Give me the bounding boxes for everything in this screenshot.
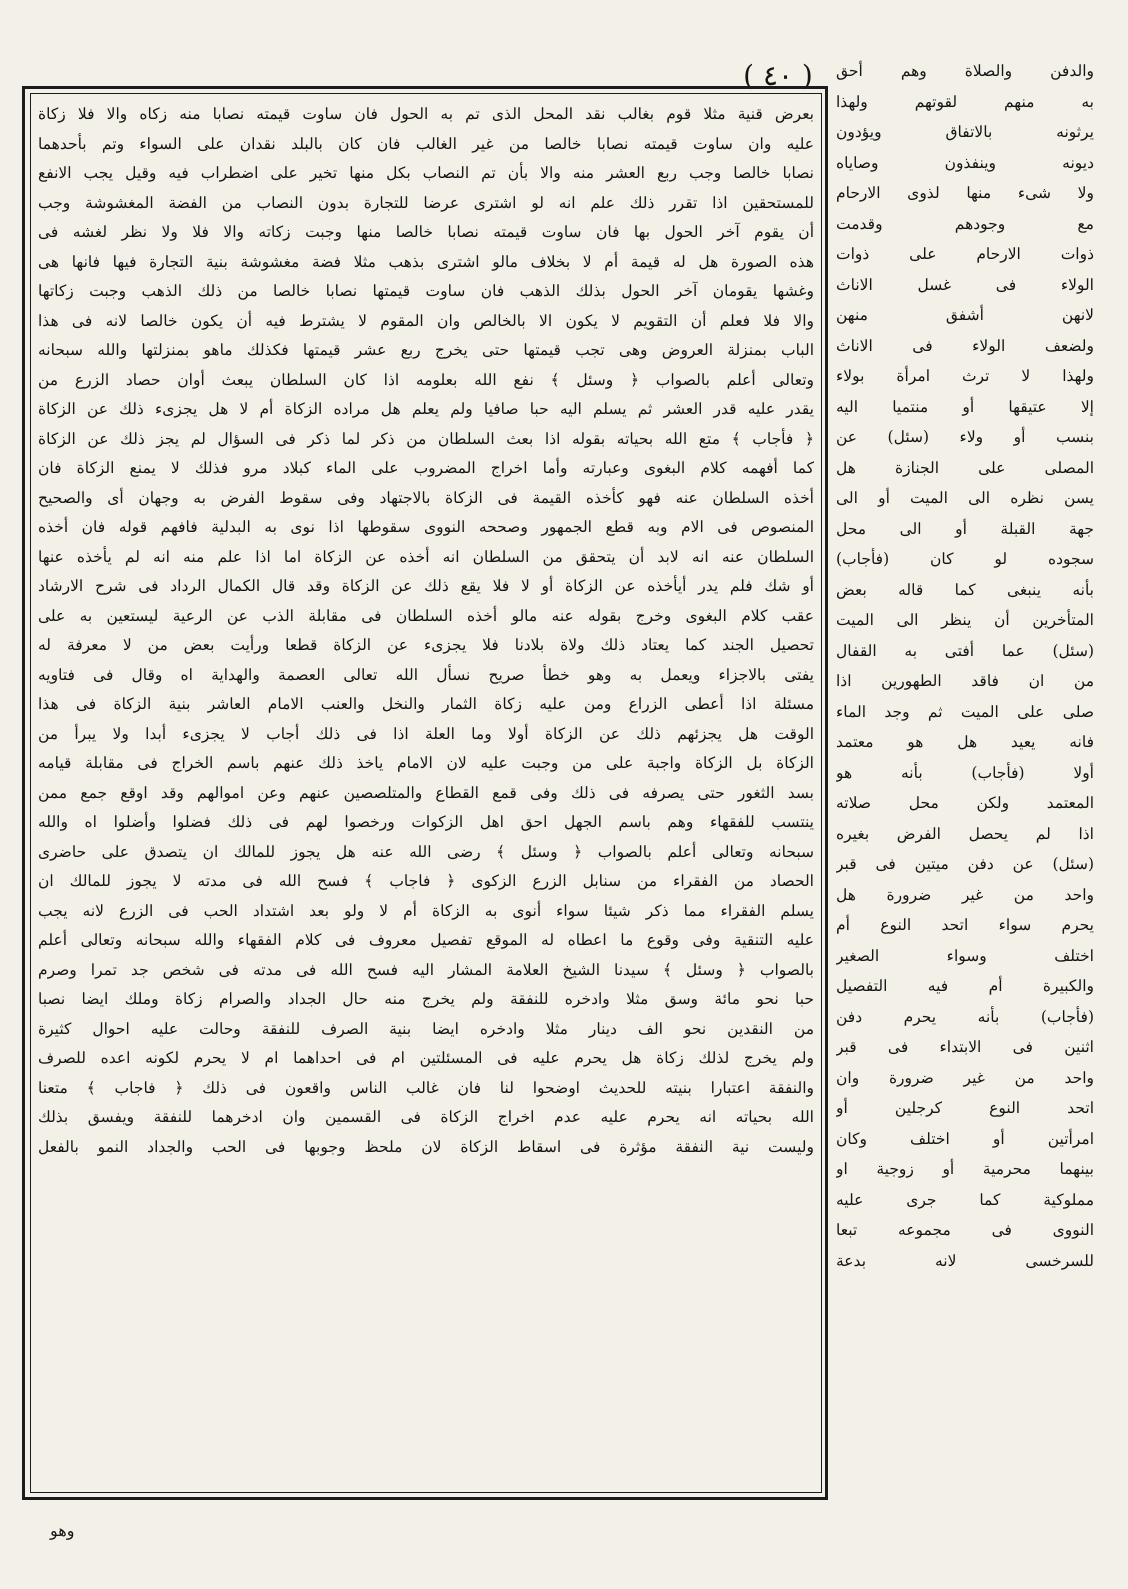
margin-line: المعتمد ولكن محل صلاته xyxy=(836,794,1094,812)
margin-line: والدفن والصلاة وهم أحق xyxy=(836,62,1094,80)
margin-line: ولضعف الولاء فى الاناث xyxy=(836,336,1094,355)
margin-line: بينهما محرمية أو زوجية او xyxy=(836,1160,1094,1178)
main-line: نصابا خالصا وجب ربع العشر منه والا بأن تم النصاب بكل منها تخير على اضطراب فيه وقيل يجب الانفع xyxy=(38,164,814,182)
margin-line: يرثونه بالاتفاق ويؤدون xyxy=(836,123,1094,141)
main-line: وليست نية النفقة مؤثرة فى اسقاط الزكاة لان ملحظ وجوبها فى الحب والجداد النمو بالفعل xyxy=(38,1137,814,1156)
main-line: عليه وان ساوت قيمته نصابا خالصا من غير الغالب فان كان بالبلد نقدان على السواء وتم بأحدهما xyxy=(38,134,814,153)
main-line: مسئلة اذا أعطى الزراع ومن عليه زكاة الثمار والنخل والعنب الامام العاشر بنية الزكاة فى هذا xyxy=(38,695,814,713)
main-line: حبا نحو مائة وسق مثلا وادخره للنفقة ولم يخرج منه حال الجداد والصرام زكاة وملك ايضا نصبا xyxy=(38,990,814,1008)
margin-line: إلا عتيقها أو منتميا اليه xyxy=(836,397,1094,416)
main-line: أخذه السلطان عنه فهو كأخذه القيمة فى الزكاة بالاجتهاد وفى سقوط الفرض به وجهان أى والصحيح xyxy=(38,488,814,507)
main-line: تحصيل الجند كما يعتاد ذلك ولاة بلادنا فلا يجزىء عن الزكاة قطعا ورأيت بعض من لا معرفة له xyxy=(38,636,814,654)
main-line: والا فلا فعلم أن التقويم لا يكون الا بالخالص وان المقوم لا يشترط فيه أن يكون خالصا لانه فى هذا xyxy=(38,311,814,330)
main-line: ﴿ فأجاب ﴾ متع الله بحياته بقوله اذا بعث السلطان من ذكر لما ذكر فى السؤال لم يجز ذلك عن الزكاة xyxy=(38,429,814,448)
margin-line: (سئل) عن دفن ميتين فى قبر xyxy=(836,855,1094,873)
main-line: وتعالى أعلم بالصواب ﴿ وسئل ﴾ نفع الله بعلومه اذا كان السلطان يبعث أوان حصاد الزرع من xyxy=(38,370,814,389)
margin-line: يحرم سواء اتحد النوع أم xyxy=(836,916,1094,934)
main-line: ينتسب للفقهاء وهم باسم الجهل احق اهل الزكوات ورخصوا لهم فى ذلك فضلوا وأضلوا اه والله xyxy=(38,813,814,831)
main-line: عليه التنقية وفى وقوع ما اعطاه له الموقع تفصيل معروف فى كلام الفقهاء والله سبحانه وتعالى أعلم xyxy=(38,931,814,949)
margin-line: من ان فاقد الطهورين اذا xyxy=(836,672,1094,690)
margin-line: فانه يعيد هل هو معتمد xyxy=(836,733,1094,751)
main-line: يقدر عليه قدر العشر ثم يسلم اليه حبا صافيا ولم يعلم هل مراده الزكاة أم لا هل يجزىء ذلك عن الزكاة xyxy=(38,400,814,418)
margin-line: به منهم لقوتهم ولهذا xyxy=(836,92,1094,111)
margin-line: النووى فى مجموعه تبعا xyxy=(836,1221,1094,1239)
main-line: بعرض قنية مثلا قوم بغالب نقد المحل الذى تم به الحول فان ساوت قيمته نصابا منه زكاه والا فلا زكاة xyxy=(38,105,814,123)
main-line: بالصواب ﴿ وسئل ﴾ سيدنا الشيخ العلامة المشار اليه فسح الله فى مدته فى شخص جد تمرا وصرم xyxy=(38,960,814,979)
margin-line: امرأتين أو اختلف وكان xyxy=(836,1129,1094,1148)
margin-line: اذا لم يحصل الفرض بغيره xyxy=(836,824,1094,843)
main-line: يسلم الفقراء مما ذكر شيئا سواء أنوى به الزكاة أم لا ولو بعد اشتداد الحب فى الزرع لانه يجب xyxy=(38,901,814,920)
margin-line: (فأجاب) بأنه يحرم دفن xyxy=(836,1007,1094,1026)
margin-line: بأنه ينبغى كما قاله بعض xyxy=(836,580,1094,599)
margin-line: مع وجودهم وقدمت xyxy=(836,214,1094,233)
margin-line: ولا شىء منها لذوى الارحام xyxy=(836,184,1094,202)
margin-line: المصلى على الجنازة هل xyxy=(836,458,1094,477)
main-line: وغشها يقومان آخر الحول بذلك الذهب فان ساوت قيمتها نصابا خالصا من ذلك الذهب وجبت زكاتها xyxy=(38,282,814,300)
margin-line: مملوكية كما جرى عليه xyxy=(836,1190,1094,1209)
main-line: للمستحقين اذا تقرر ذلك علم انه لو اشترى عرضا للتجارة بدون النصاب من الفضة المغشوشة وجب xyxy=(38,193,814,212)
margin-line: والكبيرة أم فيه التفصيل xyxy=(836,977,1094,995)
catchword: وهو xyxy=(50,1521,75,1540)
main-line: كما أفهمه كلام البغوى وعبارته وأما اخراج المضروب على الماء كبلاد مرو فذلك لا يمنع الزكاة فان xyxy=(38,459,814,477)
page-number: ( ٤٠ ) xyxy=(743,59,813,92)
margin-line: واحد من غير ضرورة هل xyxy=(836,885,1094,904)
main-line: أو شك فلم يدر أيأخذه عن الزكاة أو لا فلا يقع ذلك عن الزكاة وقد قال الكمال الرداد فى شرح الارشاد xyxy=(38,577,814,595)
margin-commentary xyxy=(836,56,1094,1556)
main-line: الزكاة بل الزكاة واجبة على من وجبت عليه لان الامام ياخذ ذلك عنهم باسم الخراج فى مقابلة قيامه xyxy=(38,754,814,772)
margin-line: جهة القبلة أو الى محل xyxy=(836,519,1094,538)
margin-line: المتأخرين أن ينظر الى الميت xyxy=(836,611,1094,629)
main-line: الباب بمنزلة العروض وهى تجب قيمتها حتى يخرج ربع عشر قيمتها فكذلك ماهو بمنزلتها والله سبحانه xyxy=(38,341,814,359)
margin-line: (سئل) عما أفتى به القفال xyxy=(836,641,1094,660)
margin-line: ذوات الارحام على ذوات xyxy=(836,245,1094,263)
main-text-block xyxy=(38,100,814,1490)
margin-line: أولا (فأجاب) بأنه هو xyxy=(836,763,1094,782)
margin-line: يسن نظره الى الميت أو الى xyxy=(836,489,1094,507)
main-line: هذه الصورة هل له قيمة أم لا بخلاف مالو اشترى بذهب مثلا فضة مغشوشة بنية التجارة فيها فانها هى xyxy=(38,252,814,271)
main-line: السلطان عنه انه لابد أن يتحقق من السلطان انه أخذه عن الزكاة اما اذا علم منه انه لم يأخذه عنها xyxy=(38,547,814,566)
margin-line: اتحد النوع كرجلين أو xyxy=(836,1099,1094,1117)
main-line: ولم يخرج لذلك زكاة هل يحرم عليه فى المسئلتين ام فى احداهما ام لا يحرم لكونه اعده للصرف xyxy=(38,1049,814,1067)
margin-line: لانهن أشفق منهن xyxy=(836,306,1094,324)
main-line: الوقت هل يجزئهم ذلك عن الزكاة أولا وما العلة اذا فى ذلك أجاب لا يجزىء أبدا ولا يبرأ من xyxy=(38,724,814,743)
main-line: من النقدين نحو الف دينار مثلا وادخره ايضا بنية الصرف للنفقة وحالت عليه احوال كثيرة xyxy=(38,1019,814,1038)
margin-line: صلى على الميت ثم وجد الماء xyxy=(836,702,1094,721)
margin-line: اثنين فى الابتداء فى قبر xyxy=(836,1038,1094,1056)
main-line: الله بحياته انه يحرم عليه عدم اخراج الزكاة فى القسمين وان ادخرهما للنفقة ويفسق بذلك xyxy=(38,1108,814,1126)
margin-line: ديونه وينفذون وصاياه xyxy=(836,153,1094,172)
margin-line: ولهذا لا ترث امرأة بولاء xyxy=(836,367,1094,385)
margin-line: بنسب أو ولاء (سئل) عن xyxy=(836,428,1094,446)
main-line: والنفقة اعتبارا بنيته للحديث اوضحوا لنا فان غالب الناس واقعون فى ذلك ﴿ فاجاب ﴾ متعنا xyxy=(38,1078,814,1097)
main-line: سبحانه وتعالى أعلم بالصواب ﴿ وسئل ﴾ رضى الله عنه هل يجوز للمالك ان يتصدق على حاضرى xyxy=(38,842,814,861)
margin-line: للسرخسى لانه بدعة xyxy=(836,1251,1094,1270)
main-line: أن يقوم آخر الحول بها فان ساوت قيمته نصابا خالصا منها وجبت زكاته والا فلا ولا نظر لغشه فى xyxy=(38,223,814,241)
main-line: يفتى بالاجزاء ويعمل به وهو خطأ صريح نسأل الله تعالى العصمة والهداية اه وقال فى فتاويه xyxy=(38,665,814,684)
main-line: عقب كلام البغوى وخرج بقوله عنه مالو أخذه السلطان فى مقابلة الذب عن الرعية ليستعين به على xyxy=(38,606,814,625)
margin-line: اختلف وسواء الصغير xyxy=(836,946,1094,965)
margin-line: واحد من غير ضرورة وان xyxy=(836,1068,1094,1087)
margin-line: سجوده لو كان (فأجاب) xyxy=(836,550,1094,568)
margin-line: الولاء فى غسل الاناث xyxy=(836,275,1094,294)
main-line: الحصاد من الفقراء من سنابل الزرع الزكوى ﴿ فاجاب ﴾ فسح الله فى مدته لا يجوز للمالك ان xyxy=(38,872,814,890)
main-line: بسد الثغور حتى يصرفه فى ذلك وفى قمع القطاع والمتلصصين عنهم وعن اموالهم وقد اوقع جمع ممن xyxy=(38,783,814,802)
main-line: المنصوص فى الام وبه قطع الجمهور وصححه النووى سقوطها اذا نوى به البدلية فافهم قوله فان أخذه xyxy=(38,518,814,536)
